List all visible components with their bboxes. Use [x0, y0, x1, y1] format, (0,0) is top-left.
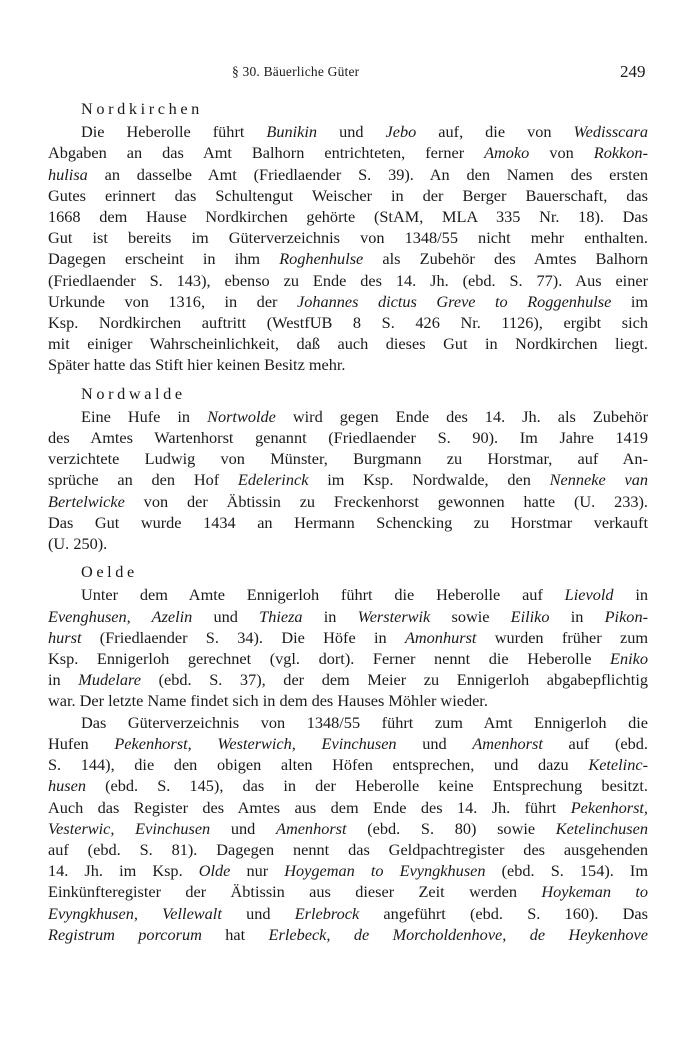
- section-heading: Oelde: [81, 562, 138, 582]
- text: mit einiger Wahrscheinlichkeit, daß auch dieses Gut in Nordkirchen liegt.: [48, 334, 648, 354]
- italic-text: Nenneke van: [549, 470, 648, 490]
- text: in: [613, 585, 648, 605]
- italic-text: Rokkon-: [593, 143, 648, 163]
- text: Urkunde von 1316, in der: [48, 291, 297, 311]
- text-line: [48, 627, 648, 648]
- text: auf, die von: [416, 122, 574, 142]
- text-line: [48, 164, 648, 185]
- italic-text: Amenhorst: [276, 818, 347, 838]
- italic-text: Evyngkhusen, Vellewalt: [48, 903, 222, 923]
- text: von: [529, 143, 594, 163]
- text: Später hatte das Stift hier keinen Besitz mehr.: [48, 355, 346, 375]
- text: Abgaben an das Amt Balhorn entrichteten, ferner: [48, 143, 485, 163]
- text: Das Gut wurde 1434 an Hermann Schencking zu Horstmar verkauft: [48, 512, 648, 532]
- italic-text: Nortwolde: [207, 406, 276, 426]
- text: nur: [230, 861, 285, 881]
- text-line: [48, 291, 648, 312]
- text: an dasselbe Amt (Friedlaender S. 39). An den Namen des ersten: [87, 164, 648, 184]
- text: wird gegen Ende des 14. Jh. als Zubehör: [275, 406, 648, 426]
- text: sprüche an den Hof: [48, 470, 238, 490]
- text-line: [48, 775, 648, 796]
- text: 14. Jh. im Ksp.: [48, 861, 199, 881]
- section-heading: Nordwalde: [81, 383, 186, 403]
- text: in: [302, 606, 358, 626]
- italic-text: Erlebrock: [294, 903, 360, 923]
- section-heading: Nordkirchen: [81, 99, 203, 118]
- italic-text: Bertelwicke: [48, 491, 125, 511]
- text: Gutes erinnert das Schultengut Weischer in der Berger Bauerschaft, das: [48, 185, 648, 205]
- text: verzichtete Ludwig von Münster, Burgmann zu Horstmar, auf An-: [48, 449, 648, 469]
- text: Eine Hufe in: [81, 406, 208, 426]
- text-line: [48, 712, 648, 733]
- text-line: [48, 818, 648, 839]
- italic-text: husen: [48, 776, 86, 796]
- text: und: [192, 606, 260, 626]
- paragraph: [48, 712, 648, 945]
- text-line: [48, 606, 648, 627]
- italic-text: Ketelinc-: [588, 755, 648, 775]
- text: angeführt (ebd. S. 160). Das: [359, 903, 648, 923]
- text-line: [48, 427, 648, 448]
- text: auf (ebd. S. 81). Dagegen nennt das Geldpachtregister des ausgehenden: [48, 839, 648, 859]
- italic-text: Lievold: [564, 585, 614, 605]
- italic-text: hurst: [48, 627, 82, 647]
- text: Dagegen erscheint in ihm: [48, 249, 280, 269]
- paragraph: [48, 406, 648, 554]
- text: des Amtes Wartenhorst genannt (Friedlaender S. 90). Im Jahre 1419: [48, 428, 648, 448]
- text: auf (ebd.: [542, 733, 648, 753]
- text-line: [48, 312, 648, 333]
- text-line: [48, 333, 648, 354]
- text: Ksp. Ennigerloh gerechnet (vgl. dort). Ferner nennt die Heberolle: [48, 649, 611, 669]
- text-line: [48, 248, 648, 269]
- italic-text: Olde: [198, 861, 231, 881]
- text: als Zubehör des Amtes Balhorn: [363, 249, 649, 269]
- italic-text: Eniko: [610, 649, 648, 669]
- text-line: [48, 733, 648, 754]
- italic-text: Amonhurst: [404, 627, 477, 647]
- text-line: [48, 839, 648, 860]
- text: von der Äbtissin zu Freckenhorst gewonnen hatte (U. 233).: [124, 491, 648, 511]
- italic-text: Evenghusen, Azelin: [48, 606, 193, 626]
- italic-text: Amoko: [484, 143, 530, 163]
- italic-text: Registrum porcorum: [48, 924, 202, 944]
- text: in: [549, 606, 605, 626]
- text: im Ksp. Nordwalde, den: [308, 470, 550, 490]
- text: Das Güterverzeichnis von 1348/55 führt zum Amt Ennigerloh die: [81, 712, 648, 732]
- italic-text: Eiliko: [510, 606, 550, 626]
- italic-text: Mudelare: [78, 670, 141, 690]
- text: in: [48, 670, 79, 690]
- text-line: [48, 924, 648, 945]
- text: im: [611, 291, 649, 311]
- text: hat: [201, 924, 269, 944]
- text: wurden früher zum: [476, 627, 648, 647]
- text-line: [48, 860, 648, 881]
- italic-text: Thieza: [259, 606, 303, 626]
- text: (Friedlaender S. 34). Die Höfe in: [81, 627, 405, 647]
- italic-text: Roghenhulse: [279, 249, 364, 269]
- running-head: § 30. Bäuerliche Güter: [232, 64, 360, 79]
- text: (U. 250).: [48, 534, 108, 554]
- italic-text: Bunikin: [266, 122, 318, 142]
- italic-text: Hoygeman to Evyngkhusen: [284, 861, 486, 881]
- text-line: [48, 206, 648, 227]
- text: und: [221, 903, 295, 923]
- text-line: [48, 491, 648, 512]
- text-line: [48, 584, 648, 605]
- text-line: [48, 469, 648, 490]
- text-line: [48, 354, 648, 375]
- text: Auch das Register des Amtes aus dem Ende des 14. Jh. führt: [48, 797, 571, 817]
- text-line: [48, 648, 648, 669]
- text-line: [48, 797, 648, 818]
- text: Einkünfteregister der Äbtissin aus dieser Zeit werden: [48, 882, 542, 902]
- paragraph: [48, 584, 648, 711]
- italic-text: Hoykeman to: [541, 882, 649, 902]
- text: (ebd. S. 37), der dem Meier zu Ennigerloh abgabepflichtig: [140, 670, 648, 690]
- italic-text: Vesterwic, Evinchusen: [48, 818, 211, 838]
- text-line: [48, 448, 648, 469]
- text: S. 144), die den obigen alten Höfen entsprechen, und dazu: [48, 755, 589, 775]
- text-line: [48, 121, 648, 142]
- text: sowie: [430, 606, 511, 626]
- text-line: [48, 881, 648, 902]
- text: und: [396, 733, 473, 753]
- text-line: [48, 690, 648, 711]
- text: Hufen: [48, 733, 115, 753]
- italic-text: Ketelinchusen: [555, 818, 649, 838]
- text: und: [210, 818, 276, 838]
- text-line: [48, 533, 648, 554]
- italic-text: Pekenhorst,: [570, 797, 648, 817]
- text-line: [48, 903, 648, 924]
- text: und: [317, 122, 386, 142]
- text-line: [48, 406, 648, 427]
- italic-text: Wedisscara: [573, 122, 649, 142]
- text-line: [48, 270, 648, 291]
- italic-text: Pekenhorst, Westerwich, Evinchusen: [114, 733, 397, 753]
- text: (Friedlaender S. 143), ebenso zu Ende des 14. Jh. (ebd. S. 77). Aus einer: [48, 270, 648, 290]
- text-line: [48, 227, 648, 248]
- text: Ksp. Nordkirchen auftritt (WestfUB 8 S. 426 Nr. 1126), ergibt sich: [48, 313, 648, 333]
- text: Die Heberolle führt: [81, 122, 267, 142]
- text: (ebd. S. 80) sowie: [346, 818, 556, 838]
- text-line: [48, 512, 648, 533]
- text: (ebd. S. 145), das in der Heberolle keine Entsprechung besitzt.: [85, 776, 648, 796]
- body-text: [48, 98, 648, 945]
- text-line: [48, 754, 648, 775]
- italic-text: Wersterwik: [357, 606, 431, 626]
- text: (ebd. S. 154). Im: [485, 861, 648, 881]
- italic-text: Johannes dictus Greve to Roggenhulse: [296, 291, 612, 311]
- text-line: [48, 142, 648, 163]
- italic-text: Jebo: [385, 122, 417, 142]
- text: Unter dem Amte Ennigerloh führt die Heberolle auf: [81, 585, 565, 605]
- italic-text: Erlebeck, de Morcholdenhove, de Heykenhove: [268, 924, 648, 944]
- page-number: 249: [620, 62, 646, 81]
- paragraph: [48, 121, 648, 375]
- text: war. Der letzte Name findet sich in dem des Hauses Möhler wieder.: [48, 691, 488, 711]
- text-line: [48, 185, 648, 206]
- italic-text: Pikon-: [604, 606, 649, 626]
- text: 1668 dem Hause Nordkirchen gehörte (StAM, MLA 335 Nr. 18). Das: [48, 207, 648, 227]
- text: Gut ist bereits im Güterverzeichnis von 1348/55 nicht mehr enthalten.: [48, 228, 648, 248]
- text-line: [48, 669, 648, 690]
- italic-text: hulisa: [48, 164, 88, 184]
- italic-text: Edelerinck: [237, 470, 309, 490]
- italic-text: Amenhorst: [472, 733, 543, 753]
